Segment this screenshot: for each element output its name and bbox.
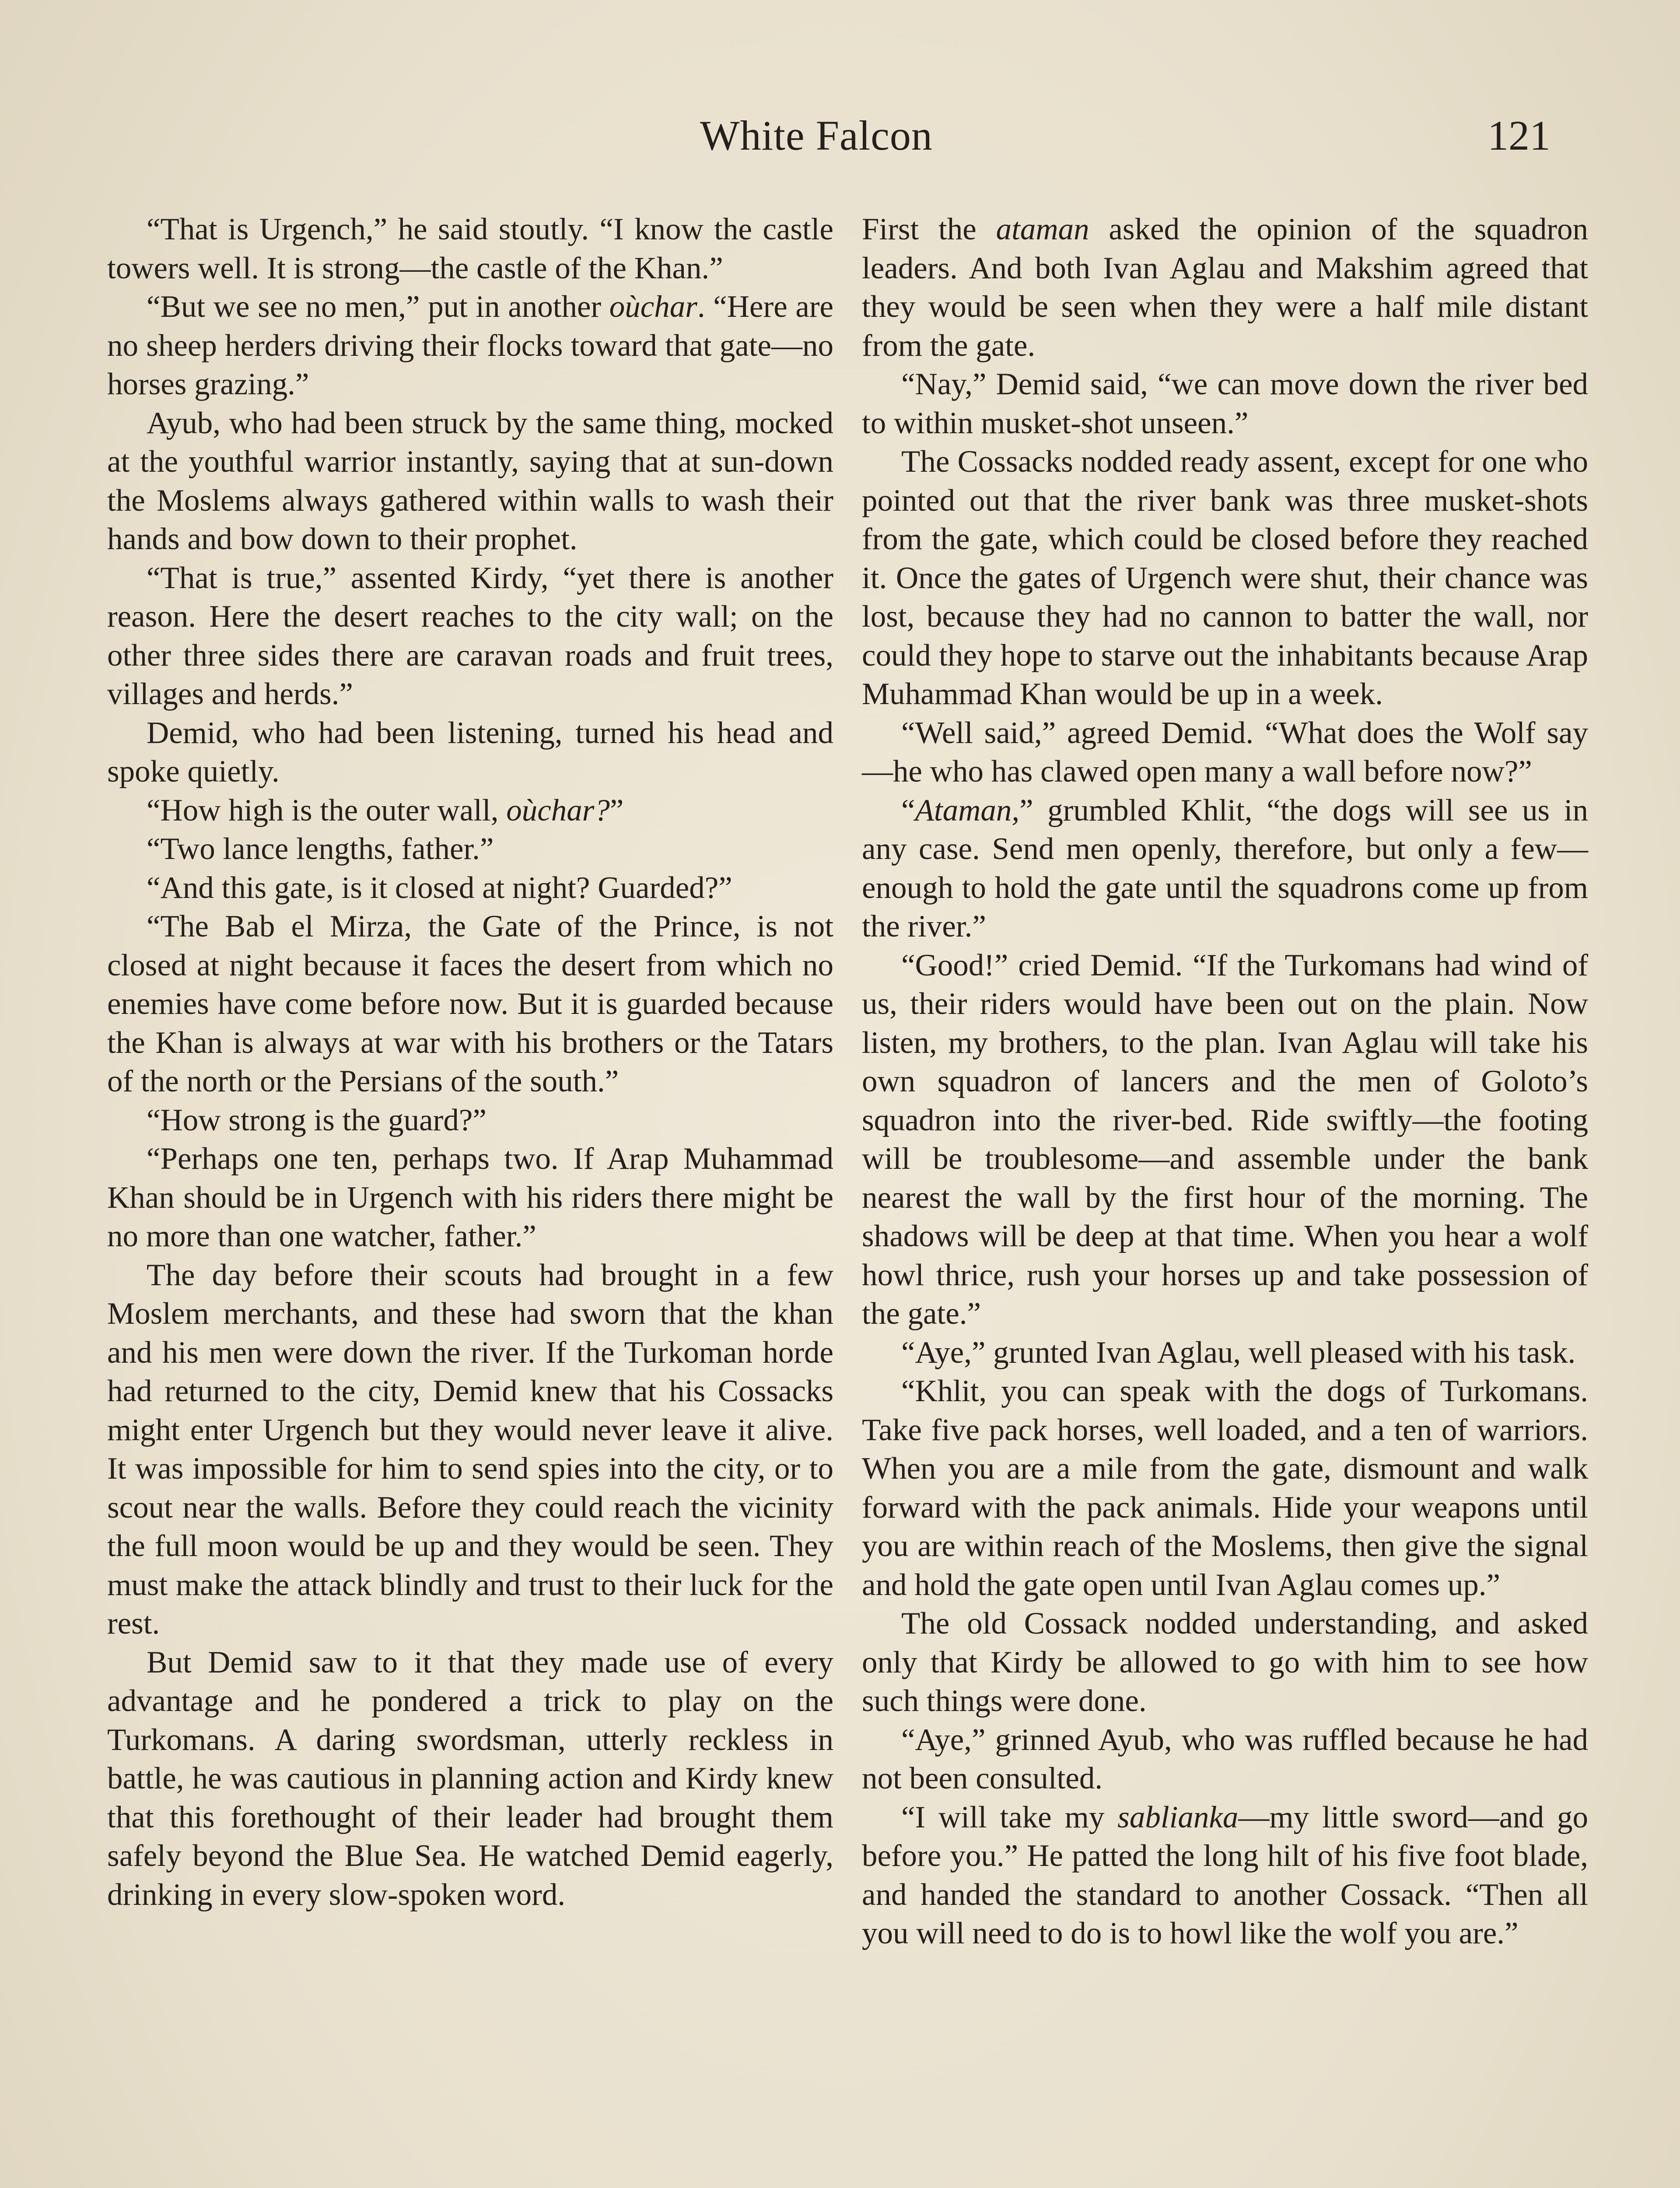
text-run: —my little sword—and go before you.” He patted the long hilt of his five foot blade, and handed the standard to another Cossack. “Then all you will need to do is to howl like the wolf you are.” <box>862 1800 1588 1950</box>
text-run: “Aye,” grunted Ivan Aglau, well pleased with his task. <box>901 1335 1576 1370</box>
text-run: “ <box>901 793 915 828</box>
left-column-paragraph <box>107 559 833 714</box>
right-column-paragraph <box>862 714 1588 791</box>
right-column-paragraph <box>862 1333 1588 1372</box>
text-run: “That is true,” assented Kirdy, “yet there is another reason. Here the desert reaches to the city wall; on the other three sides there are caravan roads and fruit trees, villages and herds.” <box>107 561 833 711</box>
text-run: asked the opinion of the squadron leaders. And both Ivan Aglau and Makshim agreed that they would be seen when they were a half mile distant from the gate. <box>862 212 1588 363</box>
left-column-paragraph <box>107 210 833 288</box>
right-text-column <box>862 210 1588 1953</box>
text-run: “And this gate, is it closed at night? Guarded?” <box>147 870 732 905</box>
left-column-paragraph <box>107 869 833 908</box>
right-column-paragraph <box>862 1372 1588 1604</box>
left-text-column <box>107 210 833 1914</box>
left-column-paragraph <box>107 714 833 791</box>
left-column-paragraph <box>107 1256 833 1643</box>
text-run: “Perhaps one ten, perhaps two. If Arap Muhammad Khan should be in Urgench with his riders there might be no more than one watcher, father.” <box>107 1142 833 1253</box>
text-run: “That is Urgench,” he said stoutly. “I know the castle towers well. It is strong—the castle of the Khan.” <box>107 212 833 285</box>
text-run: “How high is the outer wall, <box>147 793 507 828</box>
italic-word: sablianka <box>1117 1800 1239 1834</box>
right-column-paragraph <box>862 442 1588 714</box>
left-column-paragraph <box>107 907 833 1101</box>
left-column-paragraph <box>107 1643 833 1914</box>
left-column-paragraph <box>107 1101 833 1140</box>
right-column-paragraph <box>862 791 1588 946</box>
right-column-paragraph <box>862 1798 1588 1953</box>
text-run: First the <box>862 212 996 246</box>
right-column-paragraph <box>862 1604 1588 1721</box>
text-run: The Cossacks nodded ready assent, except for one who pointed out that the river bank was three musket-shots from the gate, which could be closed before they reached it. Once the gates of Urgench were shut, their chance was lost, because they had no cannon to batter the wall, nor could they hope to starve out the inhabitants because Arap Muhammad Khan would be up in a week. <box>862 445 1588 711</box>
text-run: But Demid saw to it that they made use of every advantage and he pondered a trick to play on the Turkomans. A daring swordsman, utterly reckless in battle, he was cautious in planning action and Kirdy knew that this forethought of their leader had brought them safely beyond the Blue Sea. He watched Demid eagerly, drinking in every slow-spoken word. <box>107 1645 833 1912</box>
text-run: . “Here are no sheep herders driving their flocks toward that gate—no horses grazing.” <box>107 290 833 401</box>
italic-word: oùchar? <box>506 793 610 828</box>
text-run: “How strong is the guard?” <box>147 1103 486 1137</box>
text-run: “Nay,” Demid said, “we can move down the river bed to within musket-shot unseen.” <box>862 367 1588 440</box>
italic-word: oùchar <box>609 290 697 324</box>
text-run: “Aye,” grinned Ayub, who was ruffled because he had not been consulted. <box>862 1722 1588 1795</box>
text-run: “The Bab el Mirza, the Gate of the Prince, is not closed at night because it faces the desert from which no enemies have come before now. But it is guarded because the Khan is always at war with his brothers or the Tatars of the north or the Persians of the south.” <box>107 909 833 1098</box>
left-column-paragraph <box>107 830 833 869</box>
text-run: “I will take my <box>901 1800 1118 1834</box>
text-run: “Two lance lengths, father.” <box>147 832 494 866</box>
text-run: The old Cossack nodded understanding, and asked only that Kirdy be allowed to go with him to see how such things were done. <box>862 1606 1588 1718</box>
running-head <box>0 109 1680 162</box>
text-run: “Good!” cried Demid. “If the Turkomans had wind of us, their riders would have been out on the plain. Now listen, my brothers, to the plan. Ivan Aglau will take his own squadron of lancers and the men of Goloto’s squadron into the river-bed. Ride swiftly—the footing will be troublesome—and assemble under the bank nearest the wall by the first hour of the morning. The shadows will be deep at that time. When you hear a wolf howl thrice, rush your horses up and take possession of the gate.” <box>862 948 1588 1331</box>
text-run: “Khlit, you can speak with the dogs of Turkomans. Take five pack horses, well loaded, and a ten of warriors. When you are a mile from the gate, dismount and walk forward with the pack animals. Hide your weapons until you are within reach of the Moslems, then give the signal and hold the gate open until Ivan Aglau comes up.” <box>862 1374 1588 1602</box>
left-column-paragraph <box>107 1140 833 1256</box>
text-run: The day before their scouts had brought in a few Moslem merchants, and these had sworn that the khan and his men were down the river. If the Turkoman horde had returned to the city, Demid knew that his Cossacks might enter Urgench but they would never leave it alive. It was impossible for him to send spies into the city, or to scout near the walls. Before they could reach the vicinity the full moon would be up and they would be seen. They must make the attack blindly and trust to their luck for the rest. <box>107 1258 833 1641</box>
text-run: ” grumbled Khlit, “the dogs will see us in any case. Send men openly, therefore, but only a few—enough to hold the gate until the squadrons come up from the river.” <box>862 793 1588 943</box>
right-column-paragraph <box>862 210 1588 365</box>
text-run: “But we see no men,” put in another <box>147 290 609 324</box>
text-run: Ayub, who had been struck by the same thing, mocked at the youthful warrior instantly, saying that at sun-down the Moslems always gathered within walls to wash their hands and bow down to their prophet. <box>107 406 833 556</box>
running-head-title: White Falcon <box>700 112 933 159</box>
text-run: Demid, who had been listening, turned his head and spoke quietly. <box>107 715 833 789</box>
right-column-paragraph <box>862 365 1588 442</box>
left-column-paragraph <box>107 404 833 559</box>
left-column-paragraph <box>107 288 833 404</box>
right-column-paragraph <box>862 1721 1588 1798</box>
page-number: 121 <box>1488 112 1550 159</box>
text-run: “Well said,” agreed Demid. “What does the Wolf say—he who has clawed open many a wall before now?” <box>862 715 1588 789</box>
left-column-paragraph <box>107 791 833 830</box>
text-run: ” <box>609 793 624 828</box>
italic-word: ataman <box>996 212 1089 246</box>
italic-word: Ataman, <box>915 793 1020 828</box>
right-column-paragraph <box>862 946 1588 1333</box>
